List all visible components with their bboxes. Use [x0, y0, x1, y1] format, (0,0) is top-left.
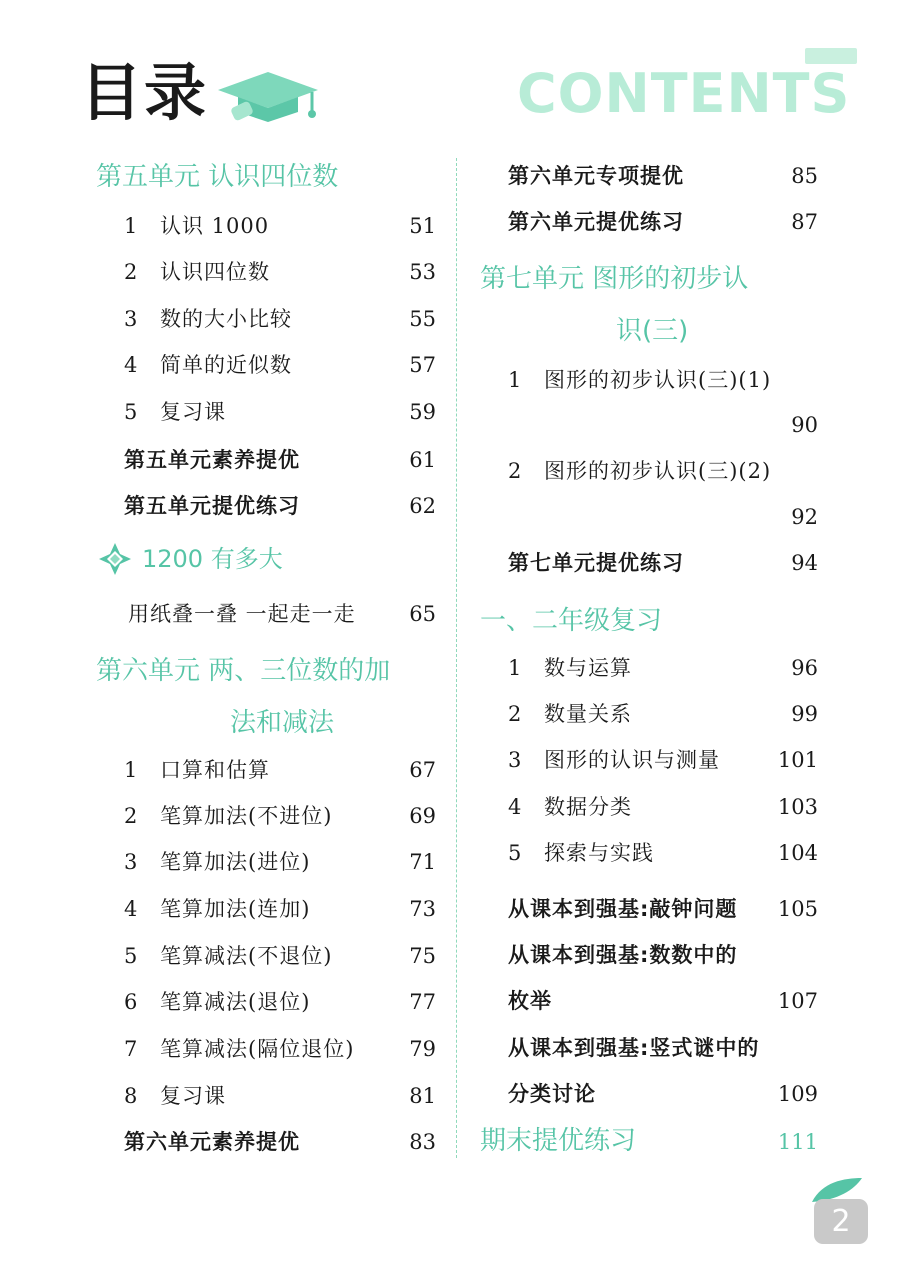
toc-entry-label[interactable]: 图形的认识与测量	[544, 748, 720, 772]
toc-special-label-cont[interactable]: 枚举	[508, 989, 552, 1013]
toc-entry-number: 4	[124, 353, 139, 377]
toc-entry-number: 1	[508, 368, 523, 392]
toc-entry-number: 3	[124, 307, 139, 331]
toc-entry-page: 111	[777, 1130, 818, 1154]
toc-entry-page: 101	[777, 748, 818, 772]
toc-special-label[interactable]: 第五单元提优练习	[124, 494, 300, 518]
toc-entry-page: 99	[791, 702, 818, 726]
toc-entry-page: 61	[409, 448, 436, 472]
toc-entry-page: 51	[409, 214, 436, 238]
toc-entry-page: 75	[409, 944, 436, 968]
activity-heading: 1200 有多大	[142, 545, 283, 573]
toc-entry-label[interactable]: 图形的初步认识(三)(1)	[544, 368, 772, 392]
unit5-heading: 第五单元 认识四位数	[96, 162, 339, 192]
toc-entry-label[interactable]: 笔算加法(连加)	[160, 897, 311, 921]
unit6-heading: 第六单元 两、三位数的加	[96, 656, 391, 686]
toc-entry-label[interactable]: 数与运算	[544, 656, 632, 680]
toc-entry-page: 55	[409, 307, 436, 331]
toc-entry-page: 69	[409, 804, 436, 828]
final-practice-heading[interactable]: 期末提优练习	[480, 1126, 637, 1156]
toc-entry-page: 90	[791, 413, 818, 437]
toc-entry-label[interactable]: 认识四位数	[160, 260, 270, 284]
toc-entry-page: 57	[409, 353, 436, 377]
toc-entry-page: 71	[409, 850, 436, 874]
toc-special-label[interactable]: 第六单元提优练习	[508, 210, 684, 234]
toc-entry-page: 59	[409, 400, 436, 424]
toc-entry-label[interactable]: 数的大小比较	[160, 307, 292, 331]
toc-special-label[interactable]: 第七单元提优练习	[508, 551, 684, 575]
toc-entry-page: 105	[777, 897, 818, 921]
toc-entry-number: 5	[124, 400, 139, 424]
toc-entry-label[interactable]: 笔算加法(不进位)	[160, 804, 333, 828]
toc-entry-number: 2	[508, 702, 523, 726]
toc-entry-label[interactable]: 图形的初步认识(三)(2)	[544, 459, 772, 483]
toc-entry-page: 104	[777, 841, 818, 865]
toc-entry-label[interactable]: 口算和估算	[160, 758, 270, 782]
toc-entry-page: 67	[409, 758, 436, 782]
toc-entry-page: 94	[791, 551, 818, 575]
toc-entry-page: 103	[777, 795, 818, 819]
toc-entry-number: 8	[124, 1084, 139, 1108]
column-divider	[456, 158, 457, 1158]
toc-entry-number: 4	[508, 795, 523, 819]
toc-special-label-cont[interactable]: 分类讨论	[508, 1082, 596, 1106]
toc-entry-page: 62	[409, 494, 436, 518]
toc-entry-label[interactable]: 探索与实践	[544, 841, 654, 865]
toc-entry-label[interactable]: 数据分类	[544, 795, 632, 819]
toc-entry-page: 53	[409, 260, 436, 284]
toc-entry-page: 109	[777, 1082, 818, 1106]
toc-entry-number: 1	[124, 758, 139, 782]
toc-entry-page: 83	[409, 1130, 436, 1154]
toc-entry-page: 92	[791, 505, 818, 529]
toc-entry-page: 65	[409, 602, 436, 626]
toc-entry-label[interactable]: 简单的近似数	[160, 353, 292, 377]
toc-special-label[interactable]: 从课本到强基:竖式谜中的	[508, 1036, 760, 1060]
toc-entry-label[interactable]: 复习课	[160, 400, 226, 424]
toc-entry-page: 81	[409, 1084, 436, 1108]
toc-entry-page: 79	[409, 1037, 436, 1061]
toc-special-label[interactable]: 从课本到强基:敲钟问题	[508, 897, 738, 921]
toc-entry-number: 1	[124, 214, 139, 238]
toc-special-label[interactable]: 第六单元素养提优	[124, 1130, 300, 1154]
diamond-star-icon	[98, 542, 132, 576]
toc-entry-number: 5	[124, 944, 139, 968]
toc-entry-label[interactable]: 笔算减法(退位)	[160, 990, 311, 1014]
toc-entry-page: 87	[791, 210, 818, 234]
toc-special-label[interactable]: 从课本到强基:数数中的	[508, 943, 738, 967]
toc-entry-page: 96	[791, 656, 818, 680]
toc-entry-number: 3	[508, 748, 523, 772]
unit7-heading-cont: 识(三)	[616, 316, 689, 346]
toc-entry-label[interactable]: 笔算减法(隔位退位)	[160, 1037, 355, 1061]
page-number-badge: 2	[814, 1199, 868, 1244]
review-heading: 一、二年级复习	[480, 606, 663, 636]
toc-entry-number: 7	[124, 1037, 139, 1061]
toc-entry-label[interactable]: 认识 1000	[160, 214, 270, 238]
toc-entry-number: 2	[124, 804, 139, 828]
toc-entry-page: 85	[791, 164, 818, 188]
toc-entry-label[interactable]: 笔算加法(进位)	[160, 850, 311, 874]
toc-entry-label[interactable]: 数量关系	[544, 702, 632, 726]
toc-entry-label[interactable]: 用纸叠一叠 一起走一走	[128, 602, 356, 626]
toc-entry-page: 77	[409, 990, 436, 1014]
toc-entry-page: 107	[777, 989, 818, 1013]
toc-entry-number: 5	[508, 841, 523, 865]
toc-entry-number: 2	[124, 260, 139, 284]
toc-special-label[interactable]: 第六单元专项提优	[508, 164, 684, 188]
toc-entry-number: 3	[124, 850, 139, 874]
unit6-heading-cont: 法和减法	[230, 708, 335, 738]
toc-special-label[interactable]: 第五单元素养提优	[124, 448, 300, 472]
toc-entry-number: 4	[124, 897, 139, 921]
toc-entry-label[interactable]: 复习课	[160, 1084, 226, 1108]
toc-entry-number: 1	[508, 656, 523, 680]
toc-entry-label[interactable]: 笔算减法(不退位)	[160, 944, 333, 968]
toc-entry-number: 6	[124, 990, 139, 1014]
unit7-heading: 第七单元 图形的初步认	[480, 264, 749, 294]
toc-entry-number: 2	[508, 459, 523, 483]
graduation-cap-icon	[212, 64, 324, 126]
toc-entry-page: 73	[409, 897, 436, 921]
contents-heading: CONTENTS	[517, 62, 851, 125]
page-title: 目录	[80, 56, 209, 129]
